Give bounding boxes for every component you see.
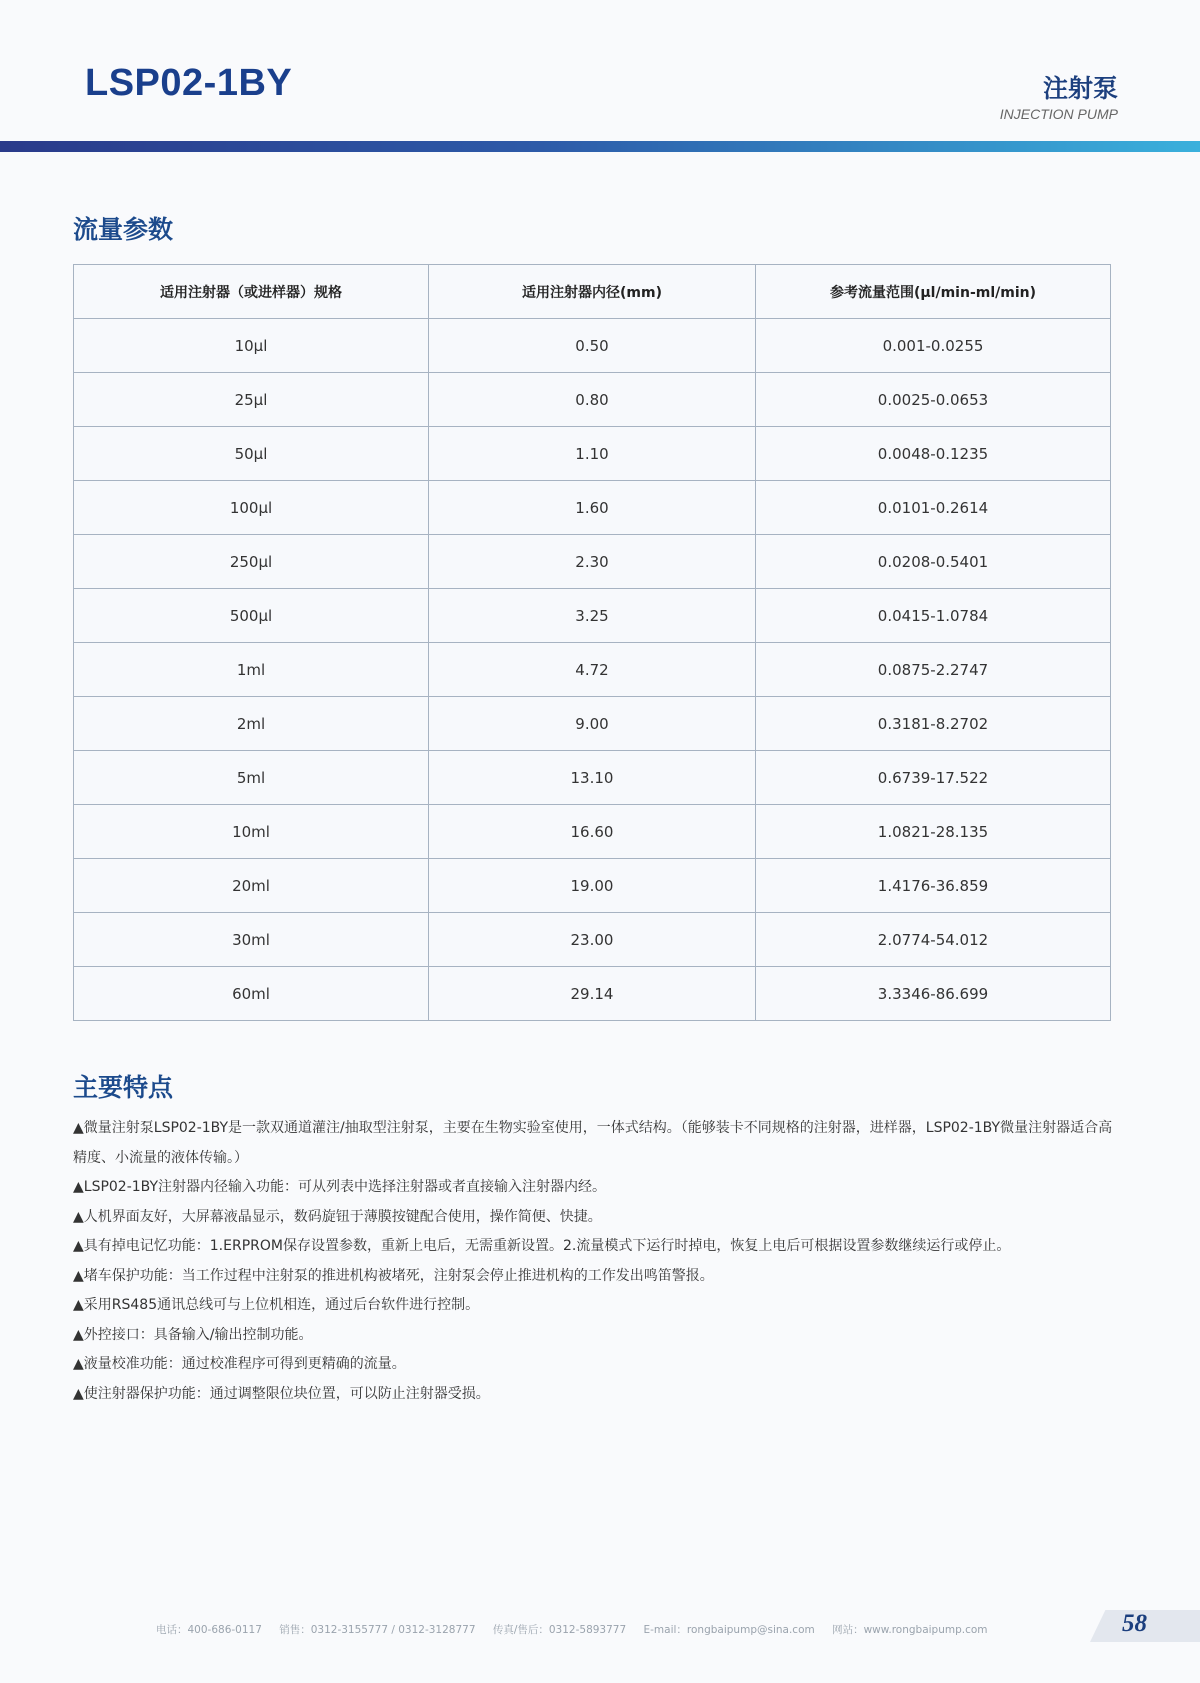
flow-range-cell: 0.0875-2.2747	[756, 643, 1111, 697]
flow-range-cell: 0.0101-0.2614	[756, 481, 1111, 535]
table-row	[74, 967, 1111, 1021]
table-row	[74, 697, 1111, 751]
table-row	[74, 859, 1111, 913]
table-row	[74, 535, 1111, 589]
flow-range-cell: 2.0774-54.012	[756, 913, 1111, 967]
flow-range-cell: 0.0208-0.5401	[756, 535, 1111, 589]
page-number: 58	[1122, 1610, 1147, 1637]
feature-item: ▲LSP02-1BY注射器内径输入功能：可从列表中选择注射器或者直接输入注射器内经。	[73, 1179, 607, 1195]
footer-email[interactable]: E-mail：rongbaipump@sina.com	[643, 1624, 815, 1636]
syringe-spec-cell: 50µl	[74, 427, 429, 481]
syringe-spec-cell: 30ml	[74, 913, 429, 967]
inner-diameter-cell: 1.60	[429, 481, 756, 535]
syringe-spec-cell: 10ml	[74, 805, 429, 859]
table-row	[74, 373, 1111, 427]
column-header-inner-diameter: 适用注射器内径(mm)	[429, 265, 756, 319]
category-cn: 注射泵	[1042, 74, 1118, 103]
feature-item: ▲采用RS485通讯总线可与上位机相连，通过后台软件进行控制。	[73, 1297, 480, 1313]
table-row	[74, 913, 1111, 967]
category-en: INJECTION PUMP	[999, 106, 1118, 122]
flow-range-cell: 0.0025-0.0653	[756, 373, 1111, 427]
table-header-row	[74, 265, 1111, 319]
flow-section-title: 流量参数	[73, 215, 174, 244]
column-header-flow-range: 参考流量范围(µl/min-ml/min)	[756, 265, 1111, 319]
table-row	[74, 589, 1111, 643]
feature-item: ▲微量注射泵LSP02-1BY是一款双通道灌注/抽取型注射泵，主要在生物实验室使用，一体式结构。（能够装卡不同规格的注射器，进样器，LSP02-1BY微量注射器适合高精度、小流量的液体传输。）	[73, 1120, 1113, 1166]
features-section-title: 主要特点	[73, 1073, 174, 1102]
syringe-spec-cell: 60ml	[74, 967, 429, 1021]
syringe-spec-cell: 2ml	[74, 697, 429, 751]
syringe-spec-cell: 250µl	[74, 535, 429, 589]
feature-item: ▲堵车保护功能：当工作过程中注射泵的推进机构被堵死，注射泵会停止推进机构的工作发出鸣笛警报。	[73, 1267, 714, 1284]
inner-diameter-cell: 9.00	[429, 697, 756, 751]
feature-item: ▲液量校准功能：通过校准程序可得到更精确的流量。	[73, 1356, 406, 1372]
inner-diameter-cell: 23.00	[429, 913, 756, 967]
inner-diameter-cell: 0.80	[429, 373, 756, 427]
flow-range-cell: 1.0821-28.135	[756, 805, 1111, 859]
inner-diameter-cell: 29.14	[429, 967, 756, 1021]
features-list	[73, 1114, 1118, 1409]
column-header-syringe-spec: 适用注射器（或进样器）规格	[74, 265, 429, 319]
table-row	[74, 643, 1111, 697]
model-title: LSP02-1BY	[85, 62, 293, 104]
syringe-spec-cell: 10µl	[74, 319, 429, 373]
inner-diameter-cell: 13.10	[429, 751, 756, 805]
flow-range-cell: 3.3346-86.699	[756, 967, 1111, 1021]
footer-fax: 传真/售后：0312-5893777	[492, 1624, 627, 1636]
flow-range-cell: 1.4176-36.859	[756, 859, 1111, 913]
inner-diameter-cell: 1.10	[429, 427, 756, 481]
syringe-spec-cell: 25µl	[74, 373, 429, 427]
inner-diameter-cell: 4.72	[429, 643, 756, 697]
inner-diameter-cell: 3.25	[429, 589, 756, 643]
inner-diameter-cell: 16.60	[429, 805, 756, 859]
footer-website[interactable]: 网站：www.rongbaipump.com	[832, 1624, 988, 1636]
flow-range-cell: 0.3181-8.2702	[756, 697, 1111, 751]
syringe-spec-cell: 500µl	[74, 589, 429, 643]
inner-diameter-cell: 0.50	[429, 319, 756, 373]
table-row	[74, 481, 1111, 535]
flow-range-cell: 0.0415-1.0784	[756, 589, 1111, 643]
feature-item: ▲具有掉电记忆功能：1.ERPROM保存设置参数，重新上电后，无需重新设置。2.流量模式下运行时掉电，恢复上电后可根据设置参数继续运行或停止。	[73, 1238, 1011, 1254]
feature-item: ▲外控接口：具备输入/输出控制功能。	[73, 1326, 313, 1343]
flow-range-cell: 0.001-0.0255	[756, 319, 1111, 373]
syringe-spec-cell: 1ml	[74, 643, 429, 697]
table-row	[74, 319, 1111, 373]
header-gradient-bar	[0, 141, 1200, 152]
feature-item: ▲使注射器保护功能：通过调整限位块位置，可以防止注射器受损。	[73, 1385, 490, 1402]
inner-diameter-cell: 19.00	[429, 859, 756, 913]
feature-item: ▲人机界面友好，大屏幕液晶显示，数码旋钮于薄膜按键配合使用，操作简便、快捷。	[73, 1208, 602, 1225]
flow-range-cell: 0.0048-0.1235	[756, 427, 1111, 481]
footer-phone: 电话：400-686-0117	[156, 1624, 262, 1636]
flow-parameters-table	[73, 264, 1111, 1021]
table-row	[74, 805, 1111, 859]
header-category	[1000, 74, 1118, 122]
footer-contact	[156, 1622, 1002, 1637]
table-row	[74, 427, 1111, 481]
syringe-spec-cell: 5ml	[74, 751, 429, 805]
inner-diameter-cell: 2.30	[429, 535, 756, 589]
footer-sales: 销售：0312-3155777 / 0312-3128777	[279, 1624, 476, 1636]
table-row	[74, 751, 1111, 805]
syringe-spec-cell: 100µl	[74, 481, 429, 535]
flow-range-cell: 0.6739-17.522	[756, 751, 1111, 805]
syringe-spec-cell: 20ml	[74, 859, 429, 913]
